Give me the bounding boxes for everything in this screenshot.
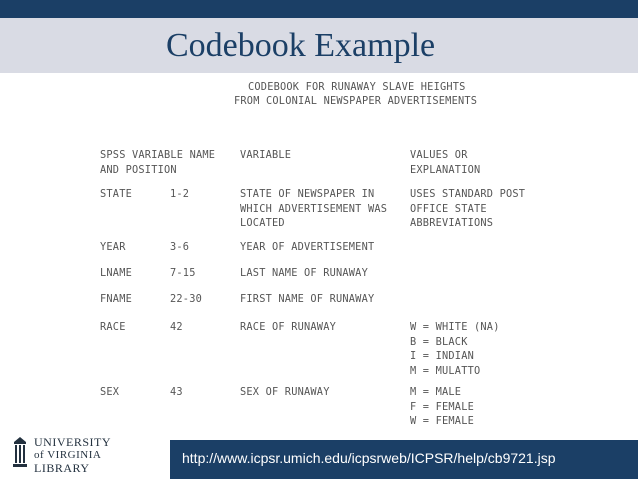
row-sex-values-line3: W = FEMALE <box>410 415 474 427</box>
row-lname-position: 7-15 <box>170 267 196 279</box>
rotunda-crest-icon <box>12 436 28 472</box>
row-fname-variable: FIRST NAME OF RUNAWAY <box>240 293 375 305</box>
row-state-values-line3: ABBREVIATIONS <box>410 217 494 229</box>
uva-library-logo <box>8 434 111 476</box>
col-header-name-line1: SPSS VARIABLE NAME <box>100 149 216 161</box>
row-state-variable <box>240 187 387 231</box>
row-fname-name: FNAME <box>100 293 132 305</box>
row-state-variable-line1: STATE OF NEWSPAPER IN <box>240 188 375 200</box>
row-sex-values-line1: M = MALE <box>410 386 462 398</box>
row-race-values-line3: I = INDIAN <box>410 350 474 362</box>
row-sex-variable: SEX OF RUNAWAY <box>240 386 330 398</box>
codebook-heading-line2: FROM COLONIAL NEWSPAPER ADVERTISEMENTS <box>234 95 478 107</box>
col-header-name <box>100 148 215 177</box>
row-race-values-line4: M = MULATTO <box>410 364 481 377</box>
col-header-values-line2: EXPLANATION <box>410 163 481 176</box>
codebook-heading <box>248 80 466 95</box>
row-state-values-line1: USES STANDARD POST <box>410 188 526 200</box>
row-sex-name: SEX <box>100 386 120 398</box>
row-lname-variable: LAST NAME OF RUNAWAY <box>240 267 368 279</box>
row-state-values-line2: OFFICE STATE <box>410 202 487 215</box>
logo-line2: of VIRGINIA <box>34 449 102 461</box>
row-race-name: RACE <box>100 321 126 333</box>
row-sex-position: 43 <box>170 386 183 398</box>
col-header-variable-label: VARIABLE <box>240 149 292 161</box>
row-race-position: 42 <box>170 321 183 333</box>
row-race-values-line1: W = WHITE (NA) <box>410 321 500 333</box>
row-year-variable: YEAR OF ADVERTISEMENT <box>240 241 375 253</box>
col-header-values <box>410 148 480 177</box>
row-fname-position: 22-30 <box>170 293 202 305</box>
col-header-name-line2: AND POSITION <box>100 163 177 176</box>
row-state-values <box>410 187 525 231</box>
top-bar <box>0 0 638 18</box>
row-race-variable: RACE OF RUNAWAY <box>240 321 336 333</box>
logo-line1: UNIVERSITY <box>34 435 111 449</box>
codebook-heading-line1: CODEBOOK FOR RUNAWAY SLAVE HEIGHTS <box>248 81 466 93</box>
codebook-subheading <box>234 94 477 109</box>
col-header-variable <box>240 148 291 163</box>
row-race-values-line2: B = BLACK <box>410 335 468 348</box>
row-race-values <box>410 320 500 378</box>
row-state-name: STATE <box>100 188 132 200</box>
slide-title: Codebook Example <box>166 27 436 64</box>
row-sex-values-line2: F = FEMALE <box>410 400 474 413</box>
row-state-variable-line3: LOCATED <box>240 217 285 229</box>
row-year-position: 3-6 <box>170 241 190 253</box>
row-state-variable-line2: WHICH ADVERTISEMENT WAS <box>240 202 388 215</box>
row-state-position: 1-2 <box>170 188 190 200</box>
row-lname-name: LNAME <box>100 267 132 279</box>
logo-line3: LIBRARY <box>34 461 90 475</box>
row-sex-values <box>410 385 474 429</box>
row-year-name: YEAR <box>100 241 126 253</box>
source-url[interactable]: http://www.icpsr.umich.edu/icpsrweb/ICPSR/help/cb9721.jsp <box>182 450 556 466</box>
col-header-values-line1: VALUES OR <box>410 149 468 161</box>
